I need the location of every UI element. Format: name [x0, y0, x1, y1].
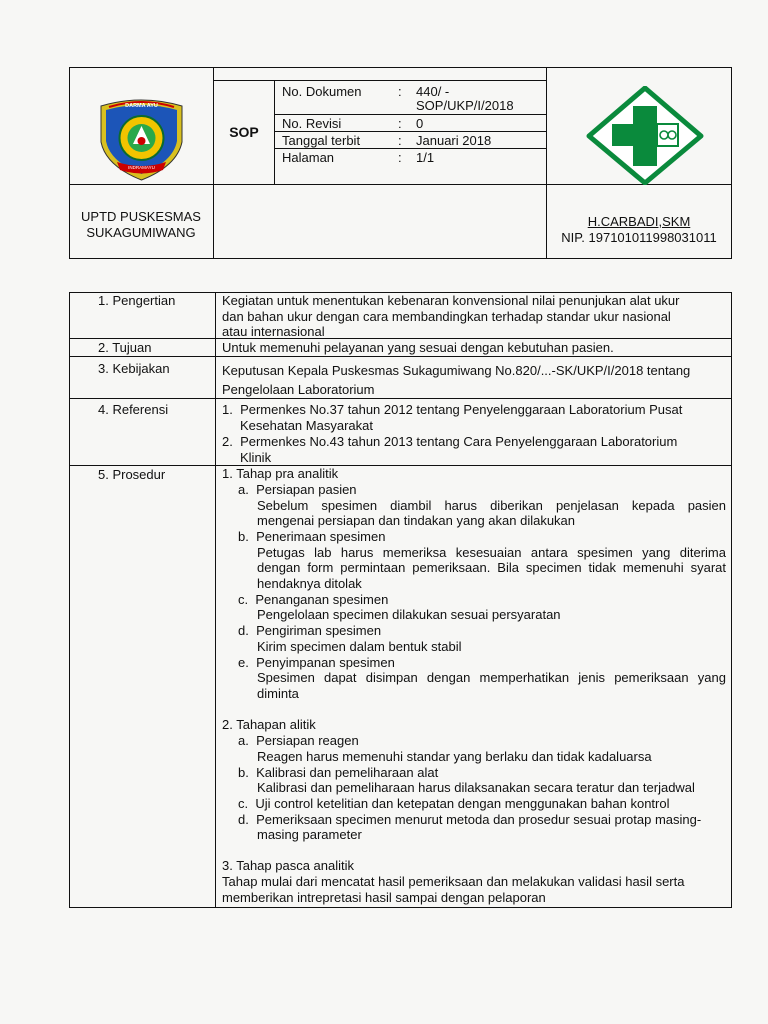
divider	[69, 356, 732, 357]
colon: :	[398, 150, 402, 165]
stage2-item-c-title: c. Uji control ketelitian dan ketepatan dengan menggunakan bahan kontrol	[238, 796, 670, 811]
stage1-item-b-text: hendaknya ditolak	[257, 576, 362, 591]
signer-nip: NIP. 197101011998031011	[561, 229, 717, 245]
revision-value: 0	[416, 116, 424, 131]
issue-date-value: Januari 2018	[416, 133, 492, 148]
regency-emblem-logo	[95, 96, 188, 181]
pengertian-text: Kegiatan untuk menentukan kebenaran konvensional nilai penunjukan alat ukur dan bahan ukur dengan cara membandingkan terhadap standar ukur nasional atau internasional	[222, 293, 680, 339]
colon: :	[398, 133, 402, 148]
divider	[69, 465, 732, 466]
kebijakan-text: Keputusan Kepala Puskesmas Sukagumiwang No.820/...-SK/UKP/I/2018 tentang Pengelolaan Laboratorium	[222, 363, 691, 397]
stage1-item-a-text: mengenai persiapan dan tindakan yang akan dilakukan	[257, 513, 576, 528]
stage2-item-d-text: masing parameter	[257, 827, 362, 842]
stage1-item-e-text: diminta	[257, 686, 299, 701]
stage3-text: Tahap mulai dari mencatat hasil pemeriksaan dan melakukan validasi hasil serta memberikan intrepretasi hasil sampai dengan pelaporan	[222, 874, 685, 905]
referensi-item: 2. Permenkes No.43 tahun 2013 tentang Cara Penyelenggaraan Laboratorium Klinik	[222, 434, 678, 465]
stage1-item-b-text: Petugas lab harus memeriksa kesesuaian antara spesimen yang diterima	[257, 545, 726, 560]
section-label-tujuan: 2. Tujuan	[98, 340, 152, 355]
emblem-motto-text: DARMA AYU	[125, 103, 158, 109]
stage1-item-a-text: Sebelum spesimen diambil harus diberikan penjelasan kepada pasien	[257, 498, 726, 513]
revision-label: No. Revisi	[282, 116, 342, 131]
stage1-item-c-title: c. Penanganan spesimen	[238, 592, 389, 607]
signer-block	[546, 214, 732, 245]
stage1-item-b-title: b. Penerimaan spesimen	[238, 529, 386, 544]
stage1-item-c-text: Pengelolaan specimen dilakukan sesuai persyaratan	[257, 607, 561, 622]
colon: :	[398, 116, 402, 131]
sop-label: SOP	[229, 124, 259, 140]
divider	[274, 80, 275, 184]
stage2-item-b-text: Kalibrasi dan pemeliharaan harus dilaksanakan secara teratur dan terjadwal	[257, 780, 695, 795]
issue-date-label: Tanggal terbit	[282, 133, 361, 148]
stage2-title: 2. Tahapan alitik	[222, 717, 316, 732]
stage1-item-e-text: Spesimen dapat disimpan dengan memperhatikan jenis pemeriksaan yang	[257, 670, 726, 685]
stage1-title: 1. Tahap pra analitik	[222, 466, 339, 481]
section-label-kebijakan: 3. Kebijakan	[98, 361, 170, 376]
divider	[213, 80, 546, 81]
referensi-item: 1. Permenkes No.37 tahun 2012 tentang Penyelenggaraan Laboratorium Pusat Kesehatan Masyarakat	[222, 402, 683, 433]
stage1-item-d-text: Kirim specimen dalam bentuk stabil	[257, 639, 462, 654]
tujuan-text: Untuk memenuhi pelayanan yang sesuai dengan kebutuhan pasien.	[222, 340, 614, 355]
stage3-title: 3. Tahap pasca analitik	[222, 858, 355, 873]
page-label: Halaman	[282, 150, 335, 165]
stage2-item-a-text: Reagen harus memenuhi standar yang berlaku dan tidak kadaluarsa	[257, 749, 652, 764]
section-label-pengertian: 1. Pengertian	[98, 293, 176, 308]
stage2-item-b-title: b. Kalibrasi dan pemeliharaan alat	[238, 765, 439, 780]
colon: :	[398, 84, 402, 99]
stage2-item-a-title: a. Persiapan reagen	[238, 733, 359, 748]
stage1-item-e-title: e. Penyimpanan spesimen	[238, 655, 395, 670]
section-label-referensi: 4. Referensi	[98, 402, 169, 417]
organization-name: UPTD PUSKESMAS SUKAGUMIWANG	[81, 209, 201, 240]
stage2-item-d-title: d. Pemeriksaan specimen menurut metoda dan prosedur sesuai protap masing-	[238, 812, 702, 827]
divider	[213, 67, 214, 259]
doc-number-value-line1: 440/ -	[416, 84, 450, 99]
divider	[215, 292, 216, 908]
emblem-banner-text: INDRAMAYU	[128, 165, 155, 170]
doc-number-label: No. Dokumen	[282, 84, 362, 99]
page-value: 1/1	[416, 150, 435, 165]
signer-name: H.CARBADI,SKM	[587, 214, 691, 229]
stage1-item-b-text: dengan form permintaan pemeriksaan. Bila specimen tidak memenuhi syarat	[257, 560, 726, 575]
stage1-item-a-title: a. Persiapan pasien	[238, 482, 357, 497]
section-label-prosedur: 5. Prosedur	[98, 467, 166, 482]
stage1-item-d-title: d. Pengiriman spesimen	[238, 623, 382, 638]
puskesmas-logo	[586, 86, 704, 185]
divider	[274, 114, 546, 115]
doc-number-value-line2: SOP/UKP/I/2018	[416, 98, 514, 113]
